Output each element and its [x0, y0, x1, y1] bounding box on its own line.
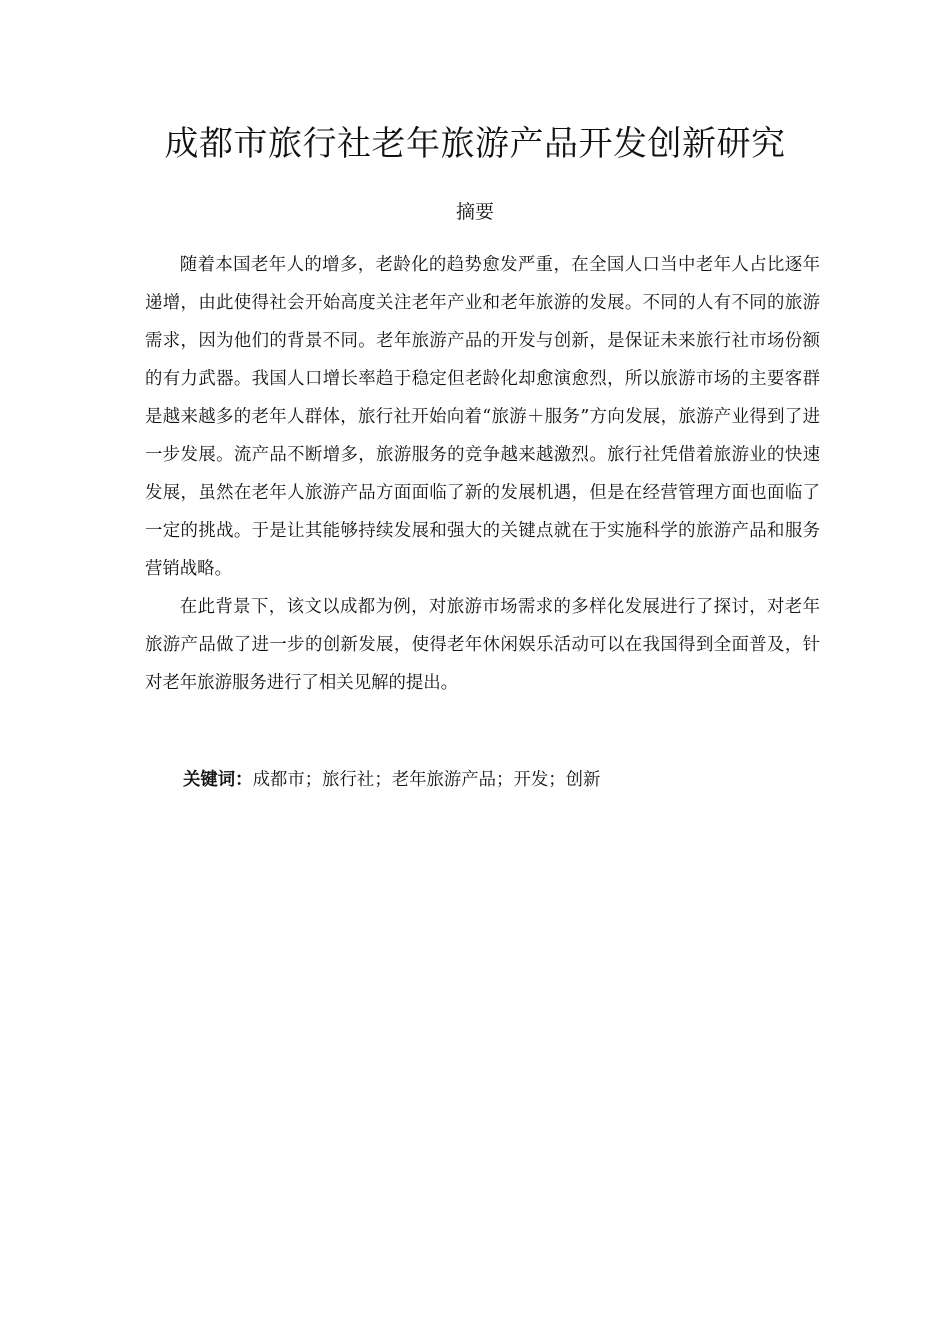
keywords-line	[183, 763, 823, 797]
keywords-label: 关键词：	[183, 770, 253, 790]
abstract-heading: 摘要	[455, 201, 494, 223]
document-title: 成都市旅行社老年旅游产品开发创新研究	[164, 124, 786, 164]
keywords-text: 成都市；旅行社；老年旅游产品；开发；创新	[252, 770, 601, 790]
abstract-paragraph-1: 随着本国老年人的增多，老龄化的趋势愈发严重，在全国人口当中老年人占比逐年递增，由此使得社会开始高度关注老年产业和老年旅游的发展。不同的人有不同的旅游需求，因为他们的背景不同。老年旅游产品的开发与创新，是保证未来旅行社市场份额的有力武器。我国人口增长率趋于稳定但老龄化却愈演愈烈，所以旅游市场的主要客群是越来越多的老年人群体，旅行社开始向着“旅游＋服务”方向发展，旅游产业得到了进一步发展。流产品不断增多，旅游服务的竞争越来越激烈。旅行社凭借着旅游业的快速发展，虽然在老年人旅游产品方面面临了新的发展机遇，但是在经营管理方面也面临了一定的挑战。于是让其能够持续发展和强大的关键点就在于实施科学的旅游产品和服务营销战略。	[145, 255, 820, 579]
abstract-paragraph-2: 在此背景下，该文以成都为例，对旅游市场需求的多样化发展进行了探讨，对老年旅游产品做了进一步的创新发展，使得老年休闲娱乐活动可以在我国得到全面普及，针对老年旅游服务进行了相关见解的提出。	[145, 597, 820, 693]
abstract-body	[145, 246, 820, 702]
